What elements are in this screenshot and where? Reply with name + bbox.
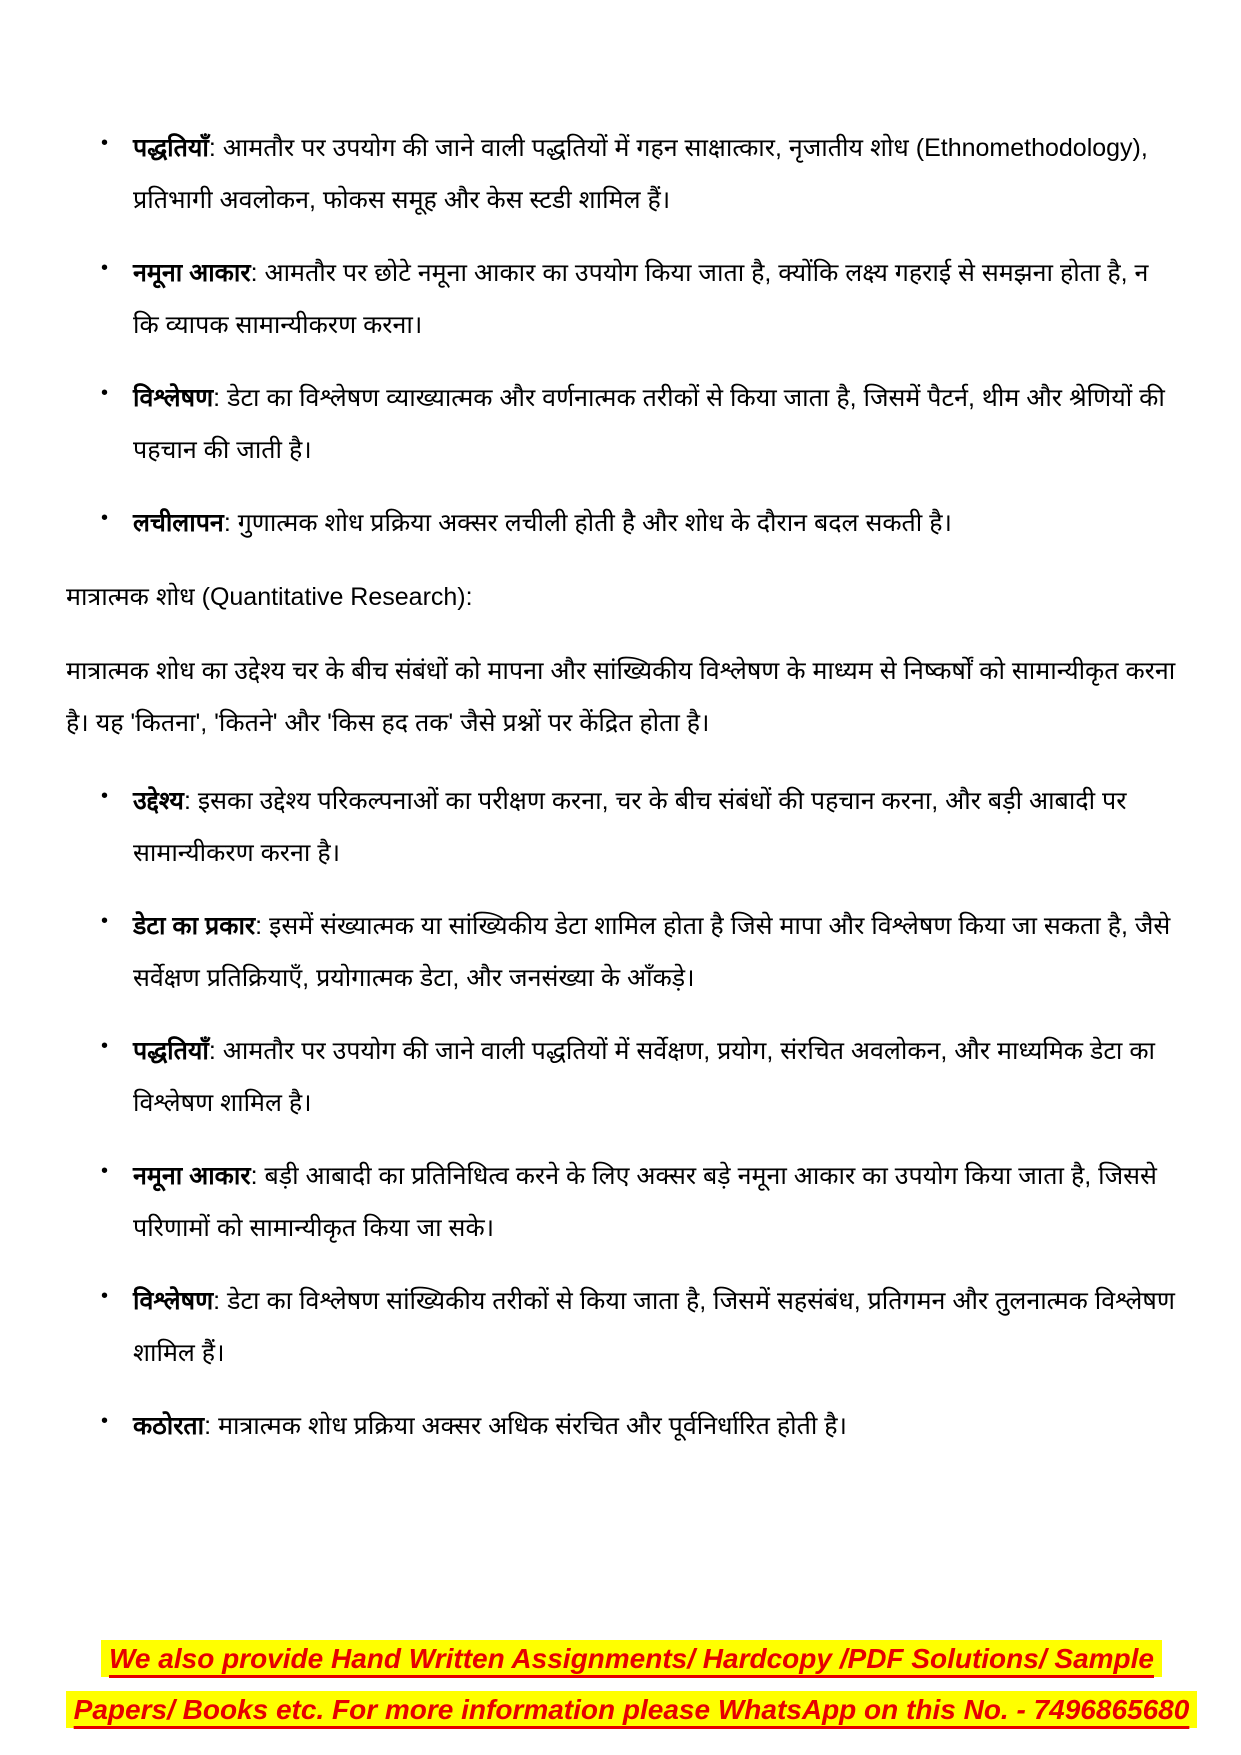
bullet-label: लचीलापन bbox=[133, 509, 224, 537]
bullet-label: पद्धतियाँ bbox=[133, 134, 209, 162]
bullet-icon: • bbox=[101, 1035, 109, 1057]
promo-footer bbox=[52, 1634, 1211, 1736]
bullet-icon: • bbox=[101, 382, 109, 404]
intro-paragraph: मात्रात्मक शोध का उद्देश्य चर के बीच संबंधों को मापना और सांख्यिकीय विश्लेषण के माध्यम से निष्कर्षों को सामान्यीकृत करना है। यह 'कितना', 'कितने' और 'किस हद तक' जैसे प्रश्नों पर केंद्रित होता है। bbox=[66, 657, 1176, 737]
bullet-icon: • bbox=[101, 910, 109, 932]
list-item bbox=[66, 372, 1177, 476]
bullet-text: मात्रात्मक शोध प्रक्रिया अक्सर अधिक संरचित और पूर्वनिर्धारित होती है। bbox=[218, 1412, 848, 1440]
quantitative-bullet-list bbox=[66, 775, 1177, 1452]
section-heading-quantitative-research: मात्रात्मक शोध (Quantitative Research): bbox=[66, 583, 473, 611]
list-item bbox=[66, 1025, 1177, 1129]
bullet-icon: • bbox=[101, 132, 109, 154]
bullet-icon: • bbox=[101, 785, 109, 807]
bullet-text: गुणात्मक शोध प्रक्रिया अक्सर लचीली होती है और शोध के दौरान बदल सकती है। bbox=[237, 509, 952, 537]
list-item bbox=[66, 1150, 1177, 1254]
bullet-text: आमतौर पर छोटे नमूना आकार का उपयोग किया जाता है, क्योंकि लक्ष्य गहराई से समझना होता है, न कि व्यापक सामान्यीकरण करना। bbox=[133, 259, 1149, 339]
bullet-icon: • bbox=[101, 1285, 109, 1307]
bullet-label: उद्देश्य bbox=[133, 787, 184, 815]
bullet-icon: • bbox=[101, 257, 109, 279]
bullet-separator: : bbox=[255, 912, 270, 940]
bullet-separator: : bbox=[250, 259, 265, 287]
bullet-text: आमतौर पर उपयोग की जाने वाली पद्धतियों में गहन साक्षात्कार, नृजातीय शोध (Ethnomethodology), प्रतिभागी अवलोकन, फोकस समूह और केस स्टडी शामिल हैं। bbox=[133, 134, 1148, 214]
bullet-text: डेटा का विश्लेषण सांख्यिकीय तरीकों से किया जाता है, जिसमें सहसंबंध, प्रतिगमन और तुलनात्मक विश्लेषण शामिल हैं। bbox=[133, 1287, 1175, 1367]
bullet-label: पद्धतियाँ bbox=[133, 1037, 209, 1065]
bullet-separator: : bbox=[208, 1037, 223, 1065]
bullet-icon: • bbox=[101, 1160, 109, 1182]
bullet-text: डेटा का विश्लेषण व्याख्यात्मक और वर्णनात्मक तरीकों से किया जाता है, जिसमें पैटर्न, थीम और श्रेणियों की पहचान की जाती है। bbox=[133, 384, 1165, 464]
list-item bbox=[66, 497, 1177, 549]
bullet-label: नमूना आकार bbox=[133, 1162, 251, 1190]
bullet-text: इसका उद्देश्य परिकल्पनाओं का परीक्षण करना, चर के बीच संबंधों की पहचान करना, और बड़ी आबादी पर सामान्यीकरण करना है। bbox=[133, 787, 1127, 867]
list-item bbox=[66, 122, 1177, 226]
bullet-text: बड़ी आबादी का प्रतिनिधित्व करने के लिए अक्सर बड़े नमूना आकार का उपयोग किया जाता है, जिससे परिणामों को सामान्यीकृत किया जा सके। bbox=[133, 1162, 1157, 1242]
bullet-icon: • bbox=[101, 507, 109, 529]
bullet-separator: : bbox=[213, 384, 228, 412]
bullet-label: कठोरता bbox=[133, 1412, 205, 1440]
list-item bbox=[66, 247, 1177, 351]
bullet-separator: : bbox=[208, 134, 223, 162]
list-item bbox=[66, 1400, 1177, 1452]
bullet-separator: : bbox=[250, 1162, 265, 1190]
bullet-text: आमतौर पर उपयोग की जाने वाली पद्धतियों में सर्वेक्षण, प्रयोग, संरचित अवलोकन, और माध्यमिक डेटा का विश्लेषण शामिल है। bbox=[133, 1037, 1156, 1117]
bullet-icon: • bbox=[101, 1410, 109, 1432]
list-item bbox=[66, 900, 1177, 1004]
bullet-separator: : bbox=[213, 1287, 228, 1315]
list-item bbox=[66, 1275, 1177, 1379]
qualitative-bullet-list bbox=[66, 122, 1177, 549]
bullet-label: विश्लेषण bbox=[133, 1287, 214, 1315]
list-item bbox=[66, 775, 1177, 879]
bullet-label: विश्लेषण bbox=[133, 384, 214, 412]
bullet-label: नमूना आकार bbox=[133, 259, 251, 287]
bullet-label: डेटा का प्रकार bbox=[133, 912, 256, 940]
promo-footer-highlighted-text: We also provide Hand Written Assignments/ Hardcopy /PDF Solutions/ Sample Papers/ Books etc. For more information please WhatsApp on this No. - 7496865680 bbox=[66, 1640, 1198, 1728]
bullet-separator: : bbox=[183, 787, 198, 815]
bullet-separator: : bbox=[204, 1412, 219, 1440]
bullet-separator: : bbox=[223, 509, 238, 537]
bullet-text: इसमें संख्यात्मक या सांख्यिकीय डेटा शामिल होता है जिसे मापा और विश्लेषण किया जा सकता है, जैसे सर्वेक्षण प्रतिक्रियाएँ, प्रयोगात्मक डेटा, और जनसंख्या के आँकड़े। bbox=[133, 912, 1171, 992]
